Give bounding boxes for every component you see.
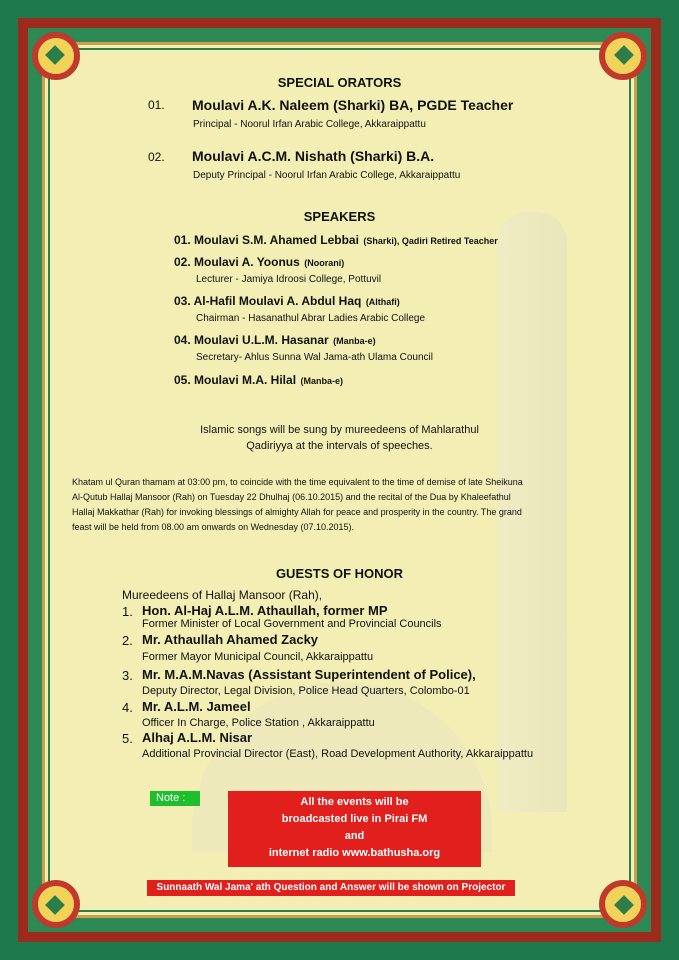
broadcast-notice-box xyxy=(228,791,481,867)
khatam-line-1: Khatam ul Quran thamam at 03:00 pm, to coincide with the time equivalent to the time of demise of late Sheikuna xyxy=(72,477,523,487)
guest-2-desc: Former Mayor Municipal Council, Akkaraippattu xyxy=(142,651,374,663)
orator-1-name: Moulavi A.K. Naleem (Sharki) BA, PGDE Teacher xyxy=(192,97,514,113)
guest-5-desc: Additional Provincial Director (East), Road Development Authority, Akkaraippattu xyxy=(142,748,534,760)
speakers-heading: SPEAKERS xyxy=(303,209,376,224)
special-orators-heading: SPECIAL ORATORS xyxy=(277,75,402,90)
speaker-4 xyxy=(174,331,376,349)
speaker-3-tag: (Althafi) xyxy=(365,297,400,307)
khatam-line-3: Hallaj Makkathar (Rah) for invoking blessings of almighty Allah for peace and prosperity in the country. The grand xyxy=(72,507,522,517)
orator-2-name: Moulavi A.C.M. Nishath (Sharki) B.A. xyxy=(192,148,435,164)
guests-intro: Mureedeens of Hallaj Mansoor (Rah), xyxy=(122,588,323,602)
speaker-2-tag: (Noorani) xyxy=(304,258,345,268)
orator-2-desc: Deputy Principal - Noorul Irfan Arabic College, Akkaraippattu xyxy=(193,170,461,181)
guest-2-number: 2. xyxy=(122,633,133,648)
speaker-2 xyxy=(174,253,344,271)
corner-ornament-bottom-left xyxy=(24,866,94,936)
guest-4-name: Mr. A.L.M. Jameel xyxy=(142,699,251,714)
speaker-4-tag: (Manba-e) xyxy=(333,336,376,346)
corner-ornament-bottom-right xyxy=(585,866,655,936)
broadcast-line-2: broadcasted live in Pirai FM xyxy=(281,813,428,825)
speaker-1-tag: (Sharki), Qadiri Retired Teacher xyxy=(363,236,498,246)
guest-1-name: Hon. Al-Haj A.L.M. Athaullah, former MP xyxy=(142,603,388,618)
projector-notice-bar: Sunnaath Wal Jama' ath Question and Answer will be shown on Projector xyxy=(147,880,515,896)
note-label: Note : xyxy=(150,791,200,806)
speaker-2-name: 02. Moulavi A. Yoonus xyxy=(174,255,300,269)
songs-line-2: Qadiriyya at the intervals of speeches. xyxy=(246,440,433,452)
guest-3-name: Mr. M.A.M.Navas (Assistant Superintendent of Police), xyxy=(142,667,476,682)
orator-1-desc: Principal - Noorul Irfan Arabic College, Akkaraippattu xyxy=(193,119,426,130)
speaker-4-desc: Secretary- Ahlus Sunna Wal Jama-ath Ulama Council xyxy=(196,352,433,363)
guest-3-desc: Deputy Director, Legal Division, Police Head Quarters, Colombo-01 xyxy=(142,685,470,697)
guest-4-number: 4. xyxy=(122,700,133,715)
guest-1-number: 1. xyxy=(122,604,133,619)
guest-2-name: Mr. Athaullah Ahamed Zacky xyxy=(142,632,319,647)
speaker-4-name: 04. Moulavi U.L.M. Hasanar xyxy=(174,333,329,347)
guest-5-name: Alhaj A.L.M. Nisar xyxy=(142,730,253,745)
speaker-3 xyxy=(174,292,400,310)
khatam-line-4: feast will be held from 08.00 am onwards on Wednesday (07.10.2015). xyxy=(72,522,354,532)
speaker-5-name: 05. Moulavi M.A. Hilal xyxy=(174,373,297,387)
orator-2-number: 02. xyxy=(148,150,165,164)
speaker-3-desc: Chairman - Hasanathul Abrar Ladies Arabic College xyxy=(196,313,426,324)
broadcast-line-4: internet radio www.bathusha.org xyxy=(268,847,441,859)
broadcast-line-3: and xyxy=(344,830,365,842)
guest-4-desc: Officer In Charge, Police Station , Akkaraippattu xyxy=(142,717,375,729)
speaker-5 xyxy=(174,371,343,389)
guest-3-number: 3. xyxy=(122,668,133,683)
khatam-line-2: Al-Qutub Hallaj Mansoor (Rah) on Tuesday 22 Dhulhaj (06.10.2015) and the recital of the Dua by Khaleefathul xyxy=(72,492,511,502)
orator-1-number: 01. xyxy=(148,98,165,112)
speaker-3-name: 03. Al-Hafil Moulavi A. Abdul Haq xyxy=(174,294,362,308)
guests-heading: GUESTS OF HONOR xyxy=(275,566,404,581)
guest-1-desc: Former Minister of Local Government and Provincial Councils xyxy=(142,618,442,630)
speaker-5-tag: (Manba-e) xyxy=(300,376,343,386)
speaker-1-name: 01. Moulavi S.M. Ahamed Lebbai xyxy=(174,233,359,247)
guest-5-number: 5. xyxy=(122,731,133,746)
speaker-1 xyxy=(174,231,498,249)
broadcast-line-1: All the events will be xyxy=(300,796,409,808)
songs-line-1: Islamic songs will be sung by mureedeens of Mahlarathul xyxy=(200,424,479,436)
speaker-2-desc: Lecturer - Jamiya Idroosi College, Pottuvil xyxy=(196,274,382,285)
